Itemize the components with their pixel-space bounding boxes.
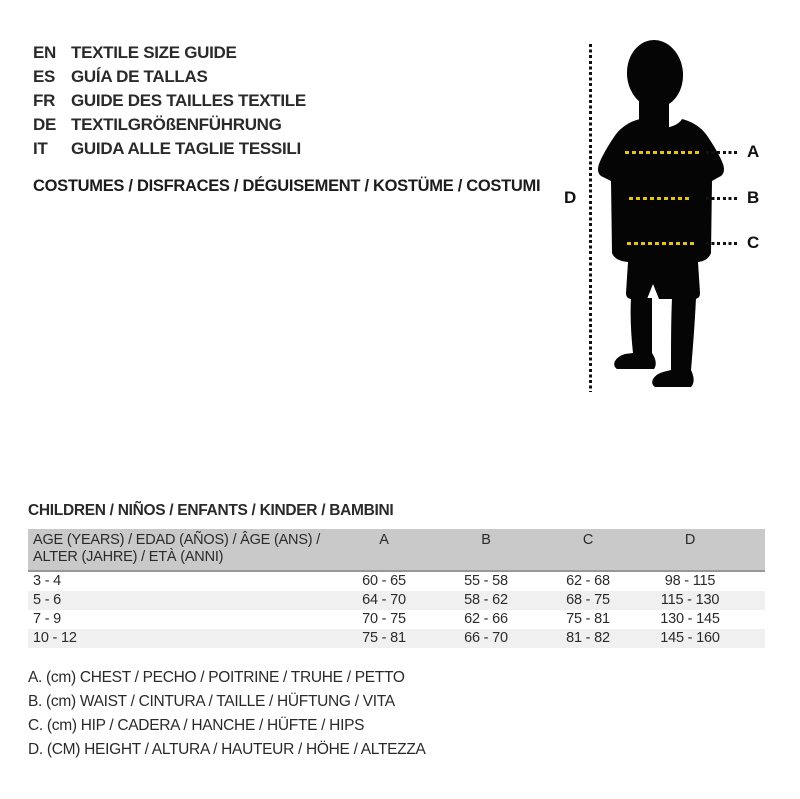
legend-line-chest: A. (cm) CHEST / PECHO / POITRINE / TRUHE / PETTO xyxy=(28,669,405,686)
column-header-c: C xyxy=(582,532,594,548)
table-row xyxy=(28,610,765,629)
height-cell: 145 - 160 xyxy=(660,630,720,646)
age-cell: 5 - 6 xyxy=(33,592,62,608)
chest-cell: 64 - 70 xyxy=(362,592,406,608)
chest-leader-line xyxy=(706,151,738,154)
age-header-line2: ALTER (JAHRE) / ETÀ (ANNI) xyxy=(33,549,224,565)
legend-line-hip: C. (cm) HIP / CADERA / HANCHE / HÜFTE / HIPS xyxy=(28,717,365,734)
language-code: DE xyxy=(33,115,57,134)
language-row xyxy=(33,89,306,113)
category-title: COSTUMES / DISFRACES / DÉGUISEMENT / KOSTÜME / COSTUMI xyxy=(33,177,541,195)
waist-cell: 55 - 58 xyxy=(464,573,508,589)
hip-cell: 62 - 68 xyxy=(566,573,610,589)
column-header-a: A xyxy=(379,532,389,548)
height-cell: 115 - 130 xyxy=(660,592,720,608)
size-table xyxy=(28,529,765,648)
language-row xyxy=(33,65,306,89)
height-cell: 130 - 145 xyxy=(660,611,720,627)
waist-cell: 62 - 66 xyxy=(464,611,508,627)
table-row xyxy=(28,572,765,591)
hip-cell: 68 - 75 xyxy=(566,592,610,608)
language-title: TEXTILGRÖßENFÜHRUNG xyxy=(71,115,282,134)
language-row xyxy=(33,113,306,137)
chest-cell: 70 - 75 xyxy=(362,611,406,627)
height-cell: 98 - 115 xyxy=(664,573,716,589)
chest-cell: 60 - 65 xyxy=(362,573,406,589)
language-row xyxy=(33,137,306,161)
hip-label-c: C xyxy=(747,233,760,252)
age-column-header xyxy=(28,532,333,566)
column-header-d: D xyxy=(684,532,696,548)
age-cell: 3 - 4 xyxy=(33,573,62,589)
hip-leader-line xyxy=(706,242,738,245)
torso-shape xyxy=(598,119,724,299)
age-cell: 7 - 9 xyxy=(33,611,62,627)
waist-measure-line xyxy=(629,197,691,200)
chest-label-a: A xyxy=(747,142,760,161)
table-row xyxy=(28,591,765,610)
language-row xyxy=(33,41,306,65)
right-foot-shape xyxy=(652,370,693,387)
height-measure-line xyxy=(589,44,592,392)
age-header-line1: AGE (YEARS) / EDAD (AÑOS) / ÂGE (ANS) / xyxy=(33,532,321,548)
chest-measure-line xyxy=(625,151,699,154)
table-row xyxy=(28,629,765,648)
age-cell: 10 - 12 xyxy=(33,630,77,646)
child-silhouette-image xyxy=(595,35,770,395)
section-title-children: CHILDREN / NIÑOS / ENFANTS / KINDER / BAMBINI xyxy=(28,502,394,519)
measurement-legend xyxy=(28,666,426,762)
hip-measure-line xyxy=(627,242,697,245)
language-code: IT xyxy=(33,139,48,158)
hip-cell: 75 - 81 xyxy=(566,611,610,627)
language-code: ES xyxy=(33,67,56,86)
language-title: TEXTILE SIZE GUIDE xyxy=(71,43,237,62)
legend-line-waist: B. (cm) WAIST / CINTURA / TAILLE / HÜFTUNG / VITA xyxy=(28,693,395,710)
waist-label-b: B xyxy=(747,188,760,207)
language-title-list xyxy=(33,41,306,161)
column-header-b: B xyxy=(481,532,491,548)
language-title: GUIDA ALLE TAGLIE TESSILI xyxy=(71,139,301,158)
left-leg-shape xyxy=(631,298,652,353)
left-foot-shape xyxy=(614,353,656,369)
chest-cell: 75 - 81 xyxy=(362,630,406,646)
right-leg-shape xyxy=(671,298,696,370)
waist-cell: 66 - 70 xyxy=(464,630,508,646)
waist-cell: 58 - 62 xyxy=(464,592,508,608)
waist-leader-line xyxy=(706,197,738,200)
legend-line-height: D. (CM) HEIGHT / ALTURA / HAUTEUR / HÖHE / ALTEZZA xyxy=(28,741,426,758)
table-header-row xyxy=(28,529,765,572)
hip-cell: 81 - 82 xyxy=(566,630,610,646)
language-code: FR xyxy=(33,91,56,110)
language-code: EN xyxy=(33,43,57,62)
language-title: GUÍA DE TALLAS xyxy=(71,67,208,86)
language-title: GUIDE DES TAILLES TEXTILE xyxy=(71,91,306,110)
height-label-d: D xyxy=(564,188,577,207)
